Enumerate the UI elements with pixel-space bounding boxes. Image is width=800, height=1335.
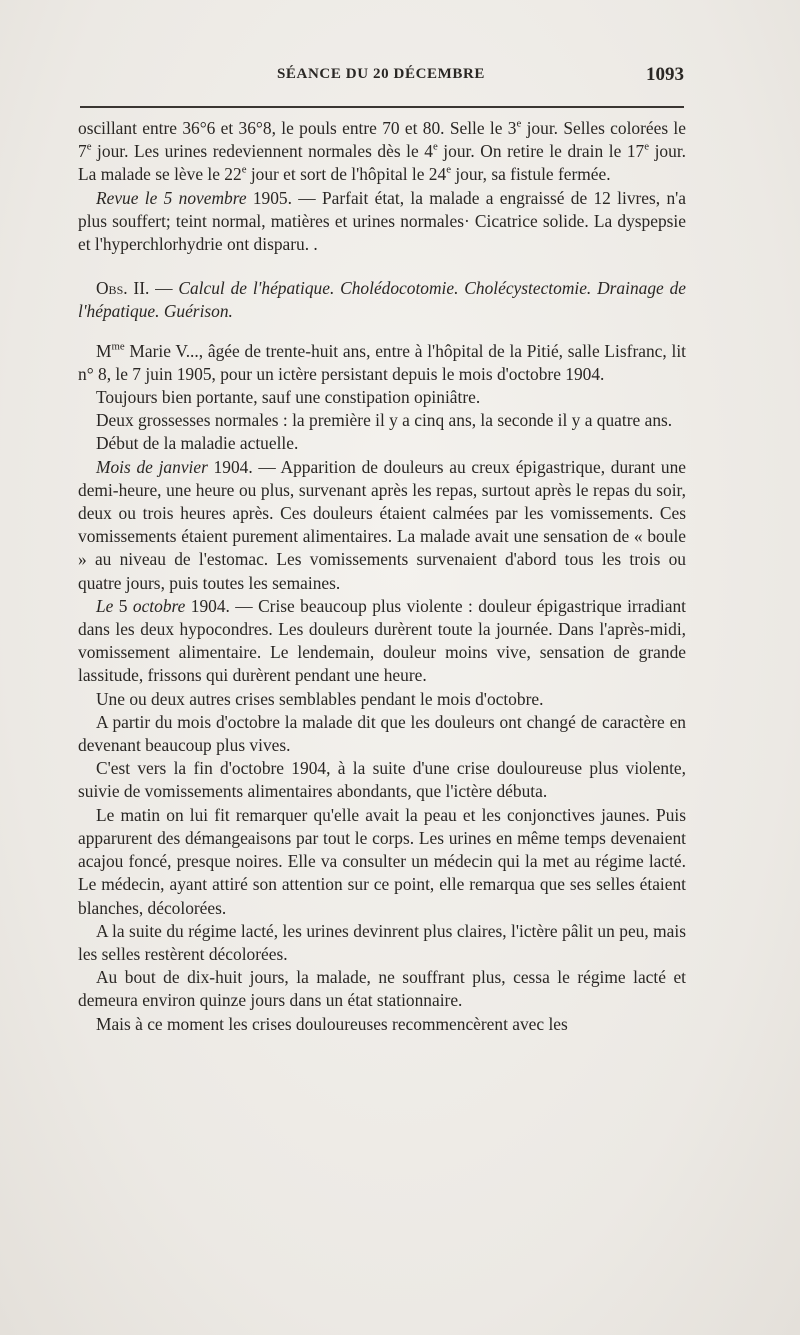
paragraph-january: Mois de janvier 1904. — Apparition de douleurs au creux épigastrique, durant une demi-heure, une heure ou plus, survenant après les repas, surtout après le repas du soir, deux ou trois heures après. Ces douleurs étaient calmées par les vomissements. Ces vomissements étaient purement alimentaires. La malade avait une sensation de « boule » au niveau de l'estomac. Les vomissements survenaient d'abord tous les trois ou quatre jours, puis toutes les semaines. (78, 456, 686, 593)
paragraph-morning: Le matin on lui fit remarquer qu'elle avait la peau et les conjonctives jaunes. Puis apparurent des démangeaisons par tout le corps. Les urines en même temps devenaient acajou foncé, presque noires. Elle va consulter un médecin qui la met au régime lacté. Le médecin, ayant attiré son attention sur ce point, elle remarqua que ses selles étaient blanches, décolorées. (78, 804, 686, 918)
paragraph-history: Toujours bien portante, sauf une constipation opiniâtre. (96, 387, 481, 408)
paragraph-october: Le 5 octobre 1904. — Crise beaucoup plus violente : douleur épigastrique irradiant dans les deux hypocondres. Les douleurs durèrent toute la journée. Dans l'après-midi, vomissement alimentaire. Le lendemain, douleur moins vive, sensation de grande lassitude, frissons qui durèrent pendant une heure. (78, 595, 687, 686)
observation-heading: Obs. II. — Calcul de l'hépatique. Cholédocotomie. Cholécystectomie. Drainage de l'hépatique. Guérison. (78, 278, 686, 322)
running-title: SÉANCE DU 20 DÉCEMBRE (276, 66, 486, 82)
paragraph-milk-diet: A la suite du régime lacté, les urines devinrent plus claires, l'ictère pâlit un peu, mais les selles restèrent décolorées. (78, 920, 686, 964)
paragraph-pregnancies: Deux grossesses normales : la première il y a cinq ans, la seconde il y a quatre ans. (96, 410, 673, 431)
paragraph-icterus-onset: C'est vers la fin d'octobre 1904, à la suite d'une crise douloureuse plus violente, suivie de vomissements alimentaires abondants, que l'ictère débuta. (78, 758, 686, 802)
paragraph-eighteen-days: Au bout de dix-huit jours, la malade, ne souffrant plus, cessa le régime lacté et demeura environ quinze jours dans un état stationnaire. (78, 967, 686, 1011)
body-text (78, 117, 686, 1036)
header-rule (80, 106, 684, 108)
paragraph-admission: $M^{me}$ Marie V..., âgée de trente-huit ans, entre à l'hôpital de la Pitié, salle Lisfranc, lit n° 8, le 7 juin 1905, pour un ictère persistant depuis le mois d'octobre 1904. (78, 340, 686, 384)
paragraph-crises-return: Mais à ce moment les crises douloureuses recommencèrent avec les (96, 1013, 568, 1034)
paragraph-pain-change: A partir du mois d'octobre la malade dit que les douleurs ont changé de caractère en devenant beaucoup plus vives. (78, 711, 686, 756)
running-header (78, 66, 684, 92)
paragraph-onset: Début de la maladie actuelle. (96, 433, 299, 454)
paragraph-review: Revue le 5 novembre 1905. — Parfait état, la malade a engraissé de 12 livres, n'a plus souffert; teint normal, matières et urines normales· Cicatrice solide. La dyspepsie et l'hyperchlorhydrie ont disparu. . (78, 187, 686, 255)
paragraph-postop: oscillant entre 36°6 et 36°8, le pouls entre 70 et 80. Selle le 3e jour. Selles colorées le 7e jour. Les urines redeviennent normales dès le 4e jour. On retire le drain le 17e jour. La malade se lève le 22e jour et sort de l'hôpital le 24e jour, sa fistule fermée. (78, 117, 686, 185)
page-number: 1093 (646, 64, 684, 85)
paragraph-other-crises: Une ou deux autres crises semblables pendant le mois d'octobre. (96, 688, 544, 709)
